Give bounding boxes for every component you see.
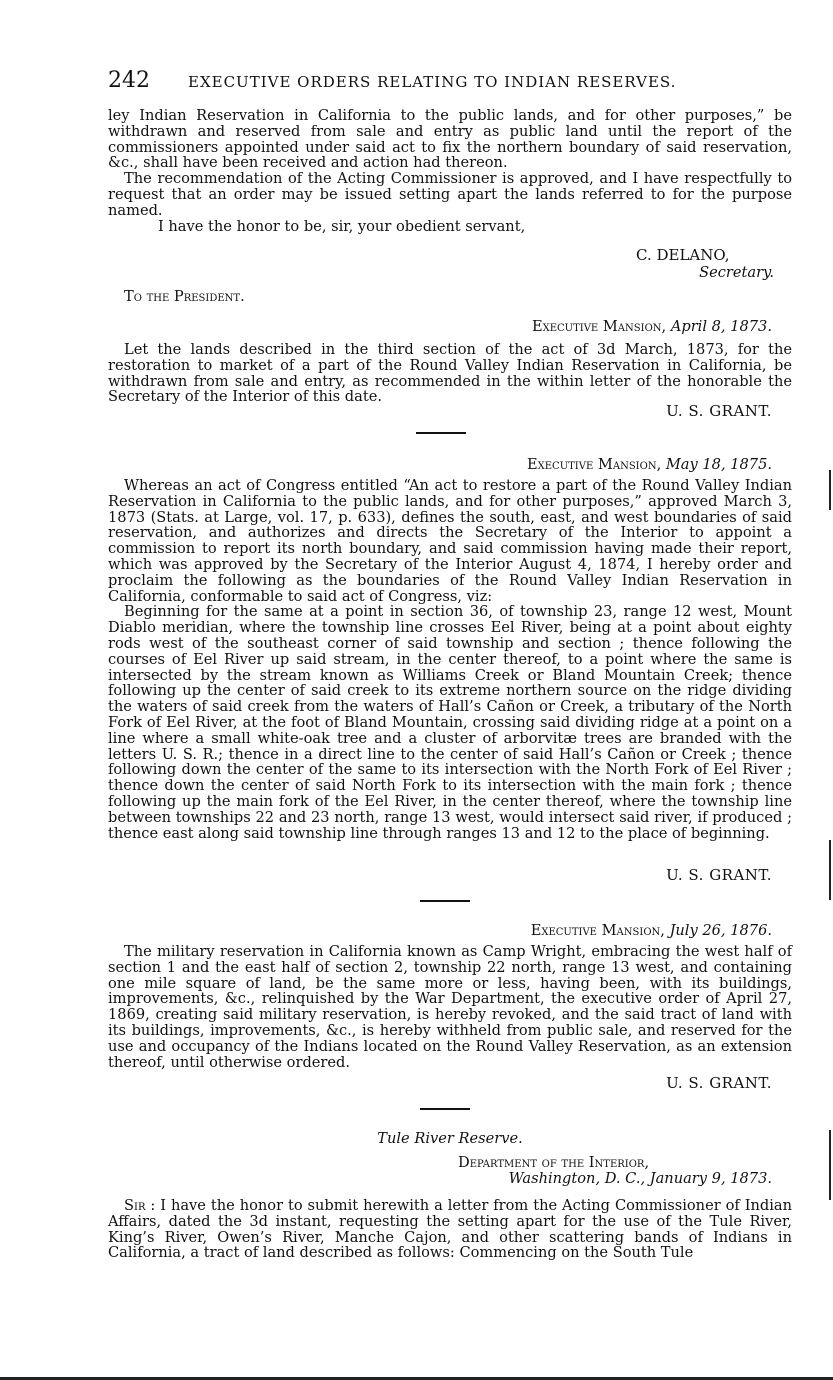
addressee-line: [124, 286, 808, 305]
section-divider: [420, 900, 470, 902]
letter-paragraph-1: ley Indian Reservation in California to the public lands, and for other purposes,” be withdrawn and reserved from sale and entry as public land until the report of the commissioners appointed under said act to fix the northern boundary of said reservation, &c., shall have been received and action had thereon.: [108, 107, 792, 172]
tule-heading: Tule River Reserve.: [377, 1130, 523, 1147]
addressee: To the President.: [124, 288, 245, 305]
tule-body: [108, 1198, 792, 1261]
order1-signature: U. S. GRANT.: [666, 402, 772, 420]
order2-date: May 18, 1875.: [665, 456, 772, 473]
letter-continuation: [108, 108, 792, 234]
order2-body: [108, 478, 792, 841]
letter-closing: I have the honor to be, sir, your obedient servant,: [158, 217, 526, 235]
tule-department: Department of the Interior,: [458, 1154, 650, 1171]
order3-text: The military reservation in California known as Camp Wright, embracing the west half of section 1 and the east half of section 2, township 22 north, range 13 west, and containing one mile square of land, be the same more or less, having been, with its buildings, improvements, &c., relinquished by the War Department, the executive order of April 27, 1869, creating said military reservation, is hereby revoked, and the said tract of land with its buildings, improvements, &c., is hereby withheld from public sale, and reserved for the use and occupancy of the Indians located on the Round Valley Reservation, as an extension thereof, until otherwise ordered.: [108, 943, 792, 1071]
section-divider: [420, 1108, 470, 1110]
signer-name: C. DELANO,: [636, 246, 730, 264]
order2-paragraph-1: Whereas an act of Congress entitled “An act to restore a part of the Round Valley Indian Reservation in California to the public lands, and for other purposes,” approved March 3, 1873 (Stats. at Large, vol. 17, p. 633), defines the south, east, and west boundaries of said reservation, and authorizes and directs the Secretary of the Interior to appoint a commission to report its north boundary, and said commission having made their report, which was approved by the Secretary of the Interior August 4, 1874, I hereby order and proclaim the following as the boundaries of the Round Valley Indian Reservation in California, conformable to said act of Congress, viz:: [108, 477, 792, 605]
scan-edge-mark: [829, 1130, 831, 1200]
running-title: EXECUTIVE ORDERS RELATING TO INDIAN RESERVES.: [188, 73, 677, 91]
order1-place: Executive Mansion,: [531, 318, 667, 335]
order2-paragraph-2: Beginning for the same at a point in section 36, of township 23, range 12 west, Mount Diablo meridian, where the township line crosses Eel River, being at a point about eighty rods west of the southeast corner of said township and section ; thence following the courses of Eel River up said stream, in the center thereof, to a point where the same is intersected by the stream known as Williams Creek or Bland Mountain Creek; thence following up the center of said creek to its extreme northern source on the ridge dividing the waters of said creek from the waters of Hall’s Cañon or Creek, a tributary of the North Fork of Eel River, at the foot of Bland Mountain, crossing said dividing ridge at a point on a line where a small white-oak tree and a cluster of arborvitæ trees are branded with the letters U. S. R.; thence in a direct line to the center of said Hall’s Cañon or Creek ; thence following down the center of the same to its intersection with the North Fork of Eel River ; thence down the center of said North Fork to its intersection with the main fork ; thence following up the main fork of the Eel River, in the center thereof, where the township line between townships 22 and 23 north, range 13 west, would intersect said river, if produced ; thence east along said township line through ranges 13 and 12 to the place of beginning.: [108, 603, 792, 842]
tule-salutation: Sir :: [124, 1197, 156, 1214]
order2-place: Executive Mansion,: [526, 456, 662, 473]
order1-text: Let the lands described in the third section of the act of 3d March, 1873, for the restoration to market of a part of the Round Valley Indian Reservation in California, be withdrawn from sale and entry, as recommended in the within letter of the honorable the Secretary of the Interior of this date.: [108, 341, 792, 406]
order2-dateline: [108, 456, 792, 473]
order3-signature: U. S. GRANT.: [666, 1074, 772, 1092]
page-header: [108, 68, 792, 98]
section-divider: [416, 432, 466, 434]
order1-body: [108, 342, 792, 405]
scan-edge-mark: [829, 470, 831, 510]
order3-dateline: [108, 922, 792, 939]
scan-edge-mark: [829, 840, 831, 900]
tule-text: I have the honor to submit herewith a letter from the Acting Commissioner of Indian Affairs, dated the 3d instant, requesting the setting apart for the use of the Tule River, King’s River, Owen’s River, Manche Cajon, and other scattering bands of Indians in California, a tract of land described as follows: Commencing on the South Tule: [108, 1197, 792, 1262]
order3-date: July 26, 1876.: [669, 922, 772, 939]
order1-dateline: [108, 318, 792, 335]
order3-place: Executive Mansion,: [530, 922, 665, 939]
order3-body: [108, 944, 792, 1070]
signer-title: Secretary.: [699, 264, 774, 281]
tule-place-date: Washington, D. C., January 9, 1873.: [508, 1170, 772, 1187]
letter-paragraph-2: The recommendation of the Acting Commissioner is approved, and I have respectfully to request that an order may be issued setting apart the lands referred to for the purpose named.: [108, 170, 792, 219]
order1-date: April 8, 1873.: [670, 318, 772, 335]
order2-signature: U. S. GRANT.: [666, 866, 772, 884]
page-number: 242: [108, 68, 150, 93]
